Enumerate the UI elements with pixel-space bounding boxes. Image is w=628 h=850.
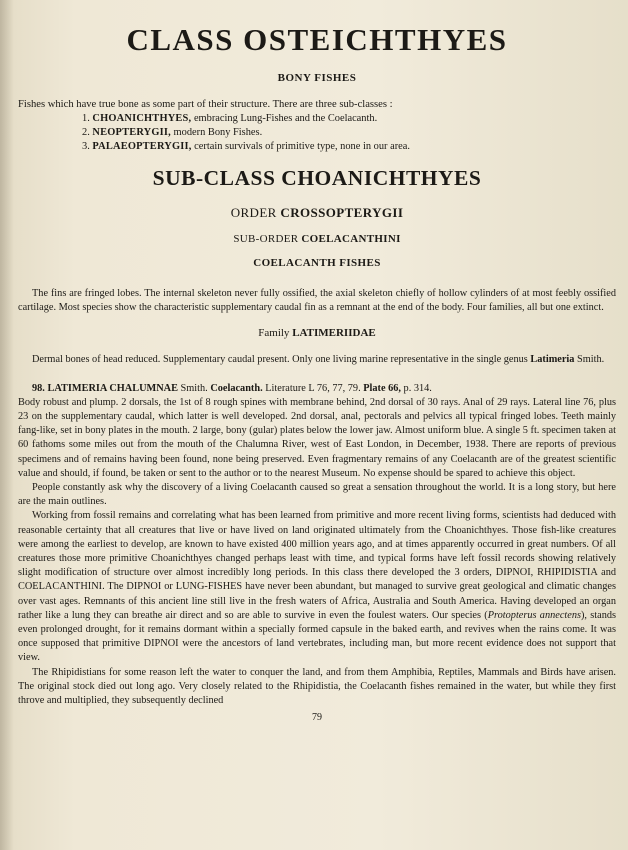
class-title: CLASS OSTEICHTHYES <box>126 22 508 57</box>
family-prefix: Family <box>258 327 293 340</box>
history-text: Working from fossil remains and correlating what has been learned from primitive and more recent living forms, scientists had deduced with reasonable certainty that all creatures that live or have lived on land originated ultimately from the Choanichthyes. Those fish-like creatures were among the earliest to develop, are known to have existed 400 million years ago, and at times apparently occurred in great numbers. Of all creatures those more primitive Choanichthyes changed perhaps least with time, and typical forms have left fossil records showing relatively slight modification of structure over almost incredibly long periods. In this class there developed the 3 orders, DIPNOI, RHIPIDISTIA and COELACANTHINI. The DIPNOI or LUNG-FISHES have never been abundant, but managed to survive great geological and climatic changes over vast ages. Remnants of this ancient line still live in the fresh waters of Africa, Australia and South America. Having developed an organ rather like a lung they can breathe air direct and so are able to survive in even the foulest waters. Our species ( <box>18 510 616 621</box>
rhipidistians-paragraph: The Rhipidistians for some reason left the water to conquer the land, and from them Amphibia, Reptiles, Mammals and Birds have arisen. The original stock died out long ago. Very closely related to the Rhipidistia, the Coelacanth fishes remained in the water, but while they first throve and multiplied, they subsequently declined <box>18 666 616 707</box>
subclass-list <box>82 112 616 154</box>
species-number: 98. <box>32 382 45 394</box>
species-italic: Protopterus annectens <box>487 609 581 621</box>
group-heading: COELACANTH FISHES <box>253 257 381 269</box>
order-heading <box>18 205 616 221</box>
order-name: CROSSOPTERYGII <box>280 205 404 220</box>
suborder-heading <box>18 233 616 245</box>
list-name: NEOPTERYGII, <box>92 127 171 138</box>
intro-text: Fishes which have true bone as some part of their structure. There are three sub-classes : <box>18 99 393 110</box>
species-common-name: Coelacanth. <box>210 382 263 394</box>
list-desc: embracing Lung-Fishes and the Coelacanth. <box>191 113 378 124</box>
suborder-prefix: SUB-ORDER <box>233 233 302 245</box>
species-name: LATIMERIA CHALUMNAE <box>47 382 178 394</box>
list-name: PALAEOPTERYGII, <box>92 141 192 152</box>
subclass-list-item <box>82 112 616 126</box>
history-text-end: ), stands even prolonged drought, for it remains dormant within a specially formed capsule in the baked earth, and revives when the rains come. It was once supposed that primitive DIPNOI were the ancestors of land vertebrates, including man, but more recent evidence does not support that view. <box>18 609 617 664</box>
subclass-list-item <box>82 126 616 140</box>
order-prefix: ORDER <box>230 205 281 220</box>
list-name: CHOANICHTHYES, <box>92 113 192 124</box>
species-entry <box>18 382 616 481</box>
list-number: 3. <box>82 141 90 152</box>
suborder-name: COELACANTHINI <box>301 233 401 245</box>
species-page-ref: p. 314. <box>400 382 432 394</box>
class-subtitle: BONY FISHES <box>277 72 357 84</box>
genus-name: Latimeria <box>530 354 575 366</box>
list-desc: certain survivals of primitive type, none in our area. <box>191 141 410 152</box>
list-desc: modern Bony Fishes. <box>170 127 263 138</box>
family-name: LATIMERIIDAE <box>292 327 376 340</box>
history-paragraph <box>18 509 616 665</box>
family-paragraph <box>18 353 616 367</box>
sensation-paragraph: People constantly ask why the discovery of a living Coelacanth caused so great a sensation throughout the world. It is a long story, but here are the main outlines. <box>18 482 616 508</box>
page-number: 79 <box>312 712 322 724</box>
species-literature: Literature L 76, 77, 79. <box>262 382 364 394</box>
list-number: 1. <box>82 113 90 124</box>
subclass-title: SUB-CLASS CHOANICHTHYES <box>152 166 482 190</box>
fins-paragraph: The fins are fringed lobes. The internal skeleton never fully ossified, the axial skeleton chiefly of hollow cylinders of at most feebly ossified cartilage. Most species show the characteristic supplementary caudal fin as a remnant at the end of the body. Four families, all but one extinct. <box>18 288 616 314</box>
binding-shadow <box>0 0 14 850</box>
species-author: Smith. <box>177 382 211 394</box>
list-number: 2. <box>82 127 90 138</box>
species-plate: Plate 66, <box>363 382 401 394</box>
family-text-end: Smith. <box>574 354 605 366</box>
subclass-list-item <box>82 140 616 154</box>
family-text: Dermal bones of head reduced. Supplementary caudal present. Only one living marine representative in the single genus <box>32 354 531 366</box>
family-heading <box>18 327 616 339</box>
species-description: Body robust and plump. 2 dorsals, the 1st of 8 rough spines with membrane behind, 2nd dorsal of 30 rays. Anal of 29 rays. Lateral line 76, plus 23 on the supplementary caudal, which latter is well developed. 2nd dorsal, anal, pectorals and pelvics all typical fringed lobes. Teeth mainly fang-like, set in bony plates in the mouth. 2 large, bony (gular) plates below the lower jaw. Almost uniform blue. A single 5 ft. specimen taken at 60 fathoms some miles out from the mouth of the Chalumna River, west of East London, in December, 1938. There are reports of previous specimens and of remains having been found, none being preserved. Even fragmentary remains of any Coelacanth are of the greatest scientific value and should, if found, be taken or sent to the author or to the nearest Museum. No expense should be spared to achieve this object. <box>18 396 616 479</box>
